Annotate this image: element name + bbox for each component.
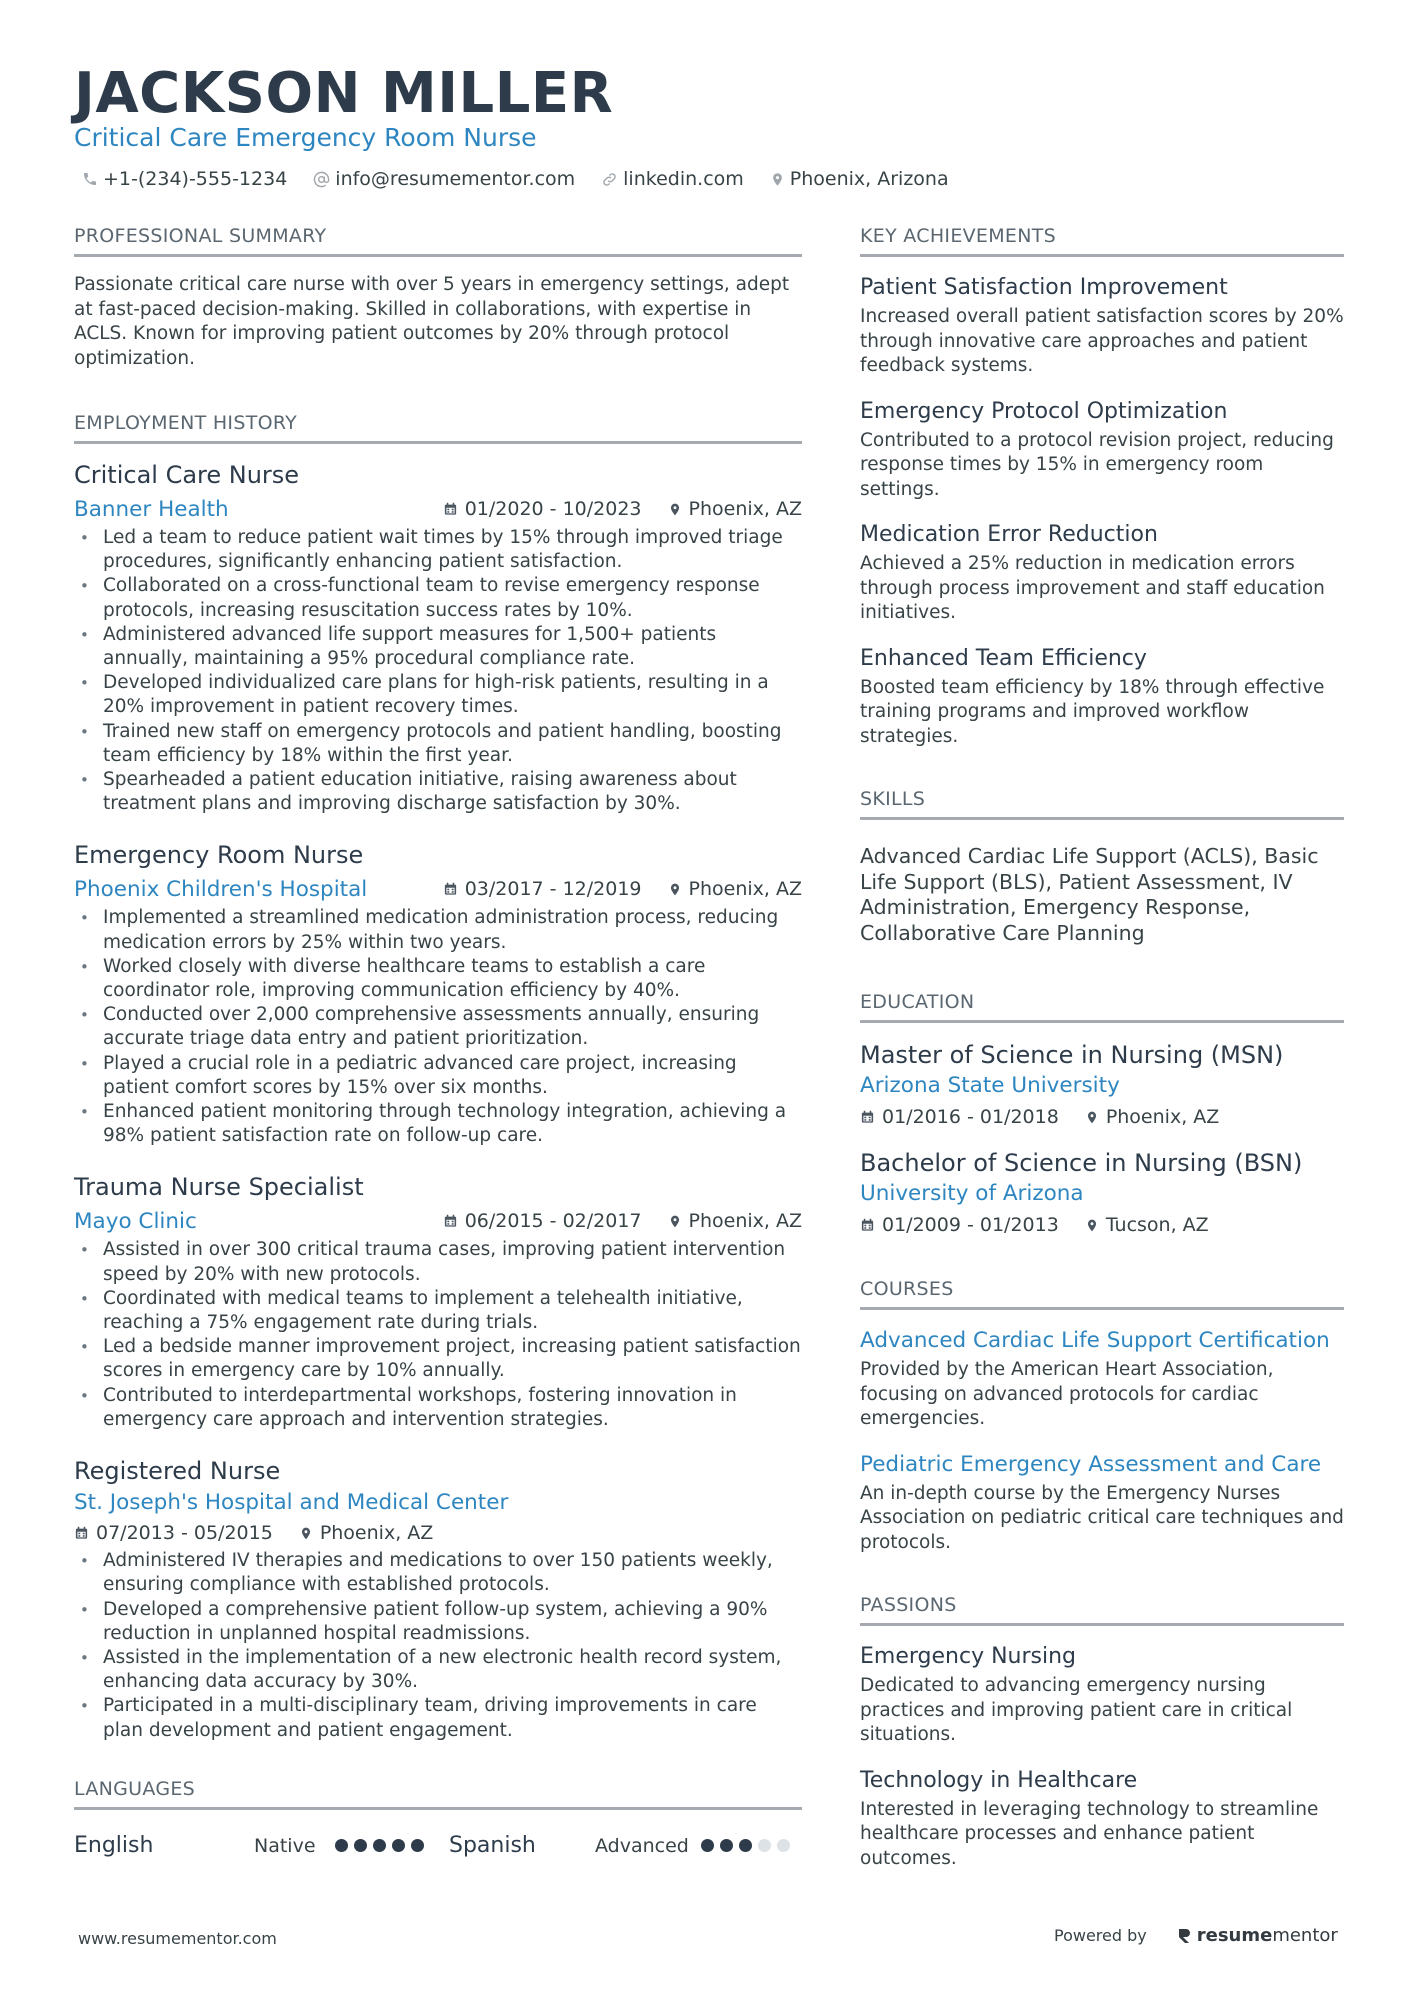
degree-title: Bachelor of Science in Nursing (BSN) [860,1149,1303,1177]
list-item: • Collaborated on a cross-functional team to revise emergency response protocols, increasing resuscitation success rates by 10%. [74,574,802,622]
calendar-icon [443,1213,458,1229]
job-entry [74,460,802,816]
rating-dot-filled [392,1839,405,1852]
education-location: Tucson, AZ [1105,1214,1209,1236]
rating-dot-filled [411,1839,424,1852]
job-title-headline: Critical Care Emergency Room Nurse [74,123,537,152]
list-item: • Conducted over 2,000 comprehensive assessments annually, ensuring accurate triage data entry and patient prioritization. [74,1003,802,1051]
section-heading-education: EDUCATION [860,990,1344,1023]
footer-powered-by [1054,1925,1338,1946]
achievement-desc: Achieved a 25% reduction in medication errors through process improvement and staff education initiatives. [860,553,1325,623]
achievement-item [860,644,1344,750]
achievement-title: Medication Error Reduction [860,522,1158,547]
passion-desc: Dedicated to advancing emergency nursing practices and improving patient care in critical situations. [860,1675,1293,1745]
job-dates: 06/2015 - 02/2017 [464,1210,642,1233]
brand-rest: mentor [1272,1925,1338,1946]
course-item [860,1326,1344,1432]
passion-desc: Interested in leveraging technology to streamline healthcare processes and enhance patient outcomes. [860,1798,1319,1869]
language-name: English [74,1833,154,1859]
course-title: Advanced Cardiac Life Support Certification [860,1328,1330,1353]
section-heading-employment: EMPLOYMENT HISTORY [74,411,802,444]
job-bullets [74,1549,802,1743]
contact-location [770,168,949,190]
job-location: Phoenix, AZ [688,878,802,901]
passion-title: Emergency Nursing [860,1644,1077,1669]
phone-text: +1-(234)-555-1234 [103,168,288,190]
list-item: • Assisted in over 300 critical trauma cases, improving patient intervention speed by 20% with new protocols. [74,1238,802,1286]
rating-dot-filled [701,1839,714,1852]
rating-dot-filled [720,1839,733,1852]
achievement-title: Emergency Protocol Optimization [860,398,1228,424]
contact-email[interactable] [313,168,575,190]
calendar-icon [443,501,458,517]
job-bullets [74,526,802,816]
list-item: • Led a bedside manner improvement project, increasing patient satisfaction scores in emergency care by 10% annually. [74,1335,802,1383]
map-pin-icon [668,881,682,898]
left-column [74,224,802,1866]
job-entry [74,840,802,1148]
language-rating [695,1839,790,1852]
section-heading-passions: PASSIONS [860,1593,1344,1626]
list-item: • Trained new staff on emergency protocols and patient handling, boosting team efficiency by 18% within the first year. [74,720,802,768]
company-name: Mayo Clinic [74,1208,197,1234]
brand-bold: resume [1196,1925,1273,1946]
website-text: linkedin.com [623,168,744,190]
achievement-title: Patient Satisfaction Improvement [860,275,1228,300]
at-icon [313,171,330,188]
job-title: Registered Nurse [74,1457,281,1486]
calendar-icon [860,1217,875,1233]
education-item [860,1147,1344,1239]
job-dates: 07/2013 - 05/2015 [96,1522,273,1545]
course-item [860,1450,1344,1556]
language-level: Native [254,1834,316,1857]
list-item: • Worked closely with diverse healthcare teams to establish a care coordinator role, improving communication efficiency by 40%. [74,955,802,1003]
list-item: • Led a team to reduce patient wait times by 15% through improved triage procedures, significantly enhancing patient satisfaction. [74,526,802,574]
passion-title: Technology in Healthcare [860,1767,1138,1793]
list-item: • Assisted in the implementation of a new electronic health record system, enhancing data accuracy by 30%. [74,1646,802,1694]
languages-row [74,1826,802,1866]
company-name: St. Joseph's Hospital and Medical Center [74,1490,509,1516]
section-heading-achievements: KEY ACHIEVEMENTS [860,224,1344,257]
job-title: Trauma Nurse Specialist [74,1173,364,1202]
list-item: • Coordinated with medical teams to implement a telehealth initiative, reaching a 75% engagement rate during trials. [74,1287,802,1335]
map-pin-icon [1085,1109,1099,1126]
language-name: Spanish [449,1833,536,1859]
footer-website[interactable]: www.resumementor.com [78,1929,277,1948]
list-item: • Participated in a multi-disciplinary team, driving improvements in care plan development and patient engagement. [74,1694,802,1742]
rating-dot-filled [335,1839,348,1852]
course-title: Pediatric Emergency Assessment and Care [860,1451,1322,1477]
education-dates: 01/2016 - 01/2018 [882,1106,1059,1128]
section-heading-summary: PROFESSIONAL SUMMARY [74,224,802,257]
resumementor-logo-icon [1177,1927,1193,1945]
rating-dot-filled [739,1839,752,1852]
job-dates: 03/2017 - 12/2019 [464,878,642,901]
passion-item [860,1766,1344,1872]
right-column [860,224,1344,1889]
company-name: Phoenix Children's Hospital [74,876,368,902]
job-title: Emergency Room Nurse [74,841,364,870]
achievement-desc: Boosted team efficiency by 18% through effective training programs and improved workflow strategies. [860,676,1325,747]
job-entry [74,1172,802,1432]
section-heading-courses: COURSES [860,1277,1344,1310]
education-item [860,1039,1344,1131]
language-rating [329,1839,449,1852]
job-location: Phoenix, AZ [688,1210,802,1233]
calendar-icon [443,881,458,897]
map-pin-icon [668,501,682,518]
achievement-item [860,397,1344,503]
course-desc: Provided by the American Heart Association, focusing on advanced protocols for cardiac emergencies. [860,1359,1274,1429]
list-item: • Developed a comprehensive patient follow-up system, achieving a 90% reduction in unplanned hospital readmissions. [74,1598,802,1646]
passion-item [860,1642,1344,1748]
link-icon [601,171,618,188]
achievement-item [860,273,1344,379]
language-level: Advanced [595,1834,689,1857]
list-item: • Contributed to interdepartmental workshops, fostering innovation in emergency care approach and intervention strategies. [74,1384,802,1432]
degree-title: Master of Science in Nursing (MSN) [860,1041,1284,1069]
list-item: • Spearheaded a patient education initiative, raising awareness about treatment plans and improving discharge satisfaction by 30%. [74,768,802,816]
company-name: Banner Health [74,496,229,522]
job-location: Phoenix, AZ [688,498,802,520]
achievement-title: Enhanced Team Efficiency [860,645,1147,671]
rating-dot-filled [354,1839,367,1852]
list-item: • Administered advanced life support measures for 1,500+ patients annually, maintaining a 95% procedural compliance rate. [74,623,802,671]
school-name: University of Arizona [860,1181,1084,1206]
education-dates: 01/2009 - 01/2013 [882,1214,1059,1236]
brand-logo[interactable] [1177,1925,1338,1946]
rating-dot-empty [777,1839,790,1852]
achievement-item [860,520,1344,626]
achievement-desc: Contributed to a protocol revision project, reducing response times by 15% in emergency room settings. [860,429,1334,500]
job-bullets [74,906,802,1148]
job-dates: 01/2020 - 10/2023 [464,498,642,520]
summary-text: Passionate critical care nurse with over 5 years in emergency settings, adept at fast-paced decision-making. Skilled in collaborations, with expertise in ACLS. Known for improving patient outcomes by 20% through protocol optimization. [74,274,790,369]
map-pin-icon [299,1525,313,1542]
rating-dot-filled [373,1839,386,1852]
contact-website[interactable] [601,168,744,190]
school-name: Arizona State University [860,1073,1120,1098]
powered-by-label: Powered by [1054,1926,1147,1945]
education-location: Phoenix, AZ [1105,1106,1220,1128]
map-pin-icon [1085,1217,1099,1234]
list-item: • Developed individualized care plans for high-risk patients, resulting in a 20% improvement in patient recovery times. [74,671,802,719]
job-location: Phoenix, AZ [319,1522,434,1545]
map-pin-icon [770,171,785,188]
email-text: info@resumementor.com [335,168,576,190]
achievement-desc: Increased overall patient satisfaction scores by 20% through innovative care approaches and patient feedback systems. [860,306,1344,376]
job-bullets [74,1238,802,1432]
section-heading-skills: SKILLS [860,787,1344,820]
job-title: Critical Care Nurse [74,461,300,489]
job-entry [74,1456,802,1743]
calendar-icon [860,1109,875,1125]
contact-phone[interactable] [82,168,287,190]
calendar-icon [74,1525,89,1541]
rating-dot-empty [758,1839,771,1852]
map-pin-icon [668,1213,682,1230]
candidate-name: JACKSON MILLER [74,61,614,126]
phone-icon [82,171,98,187]
list-item: • Administered IV therapies and medications to over 150 patients weekly, ensuring compliance with established protocols. [74,1549,802,1597]
course-desc: An in-depth course by the Emergency Nurses Association on pediatric critical care techniques and protocols. [860,1482,1344,1553]
list-item: • Enhanced patient monitoring through technology integration, achieving a 98% patient satisfaction rate on follow-up care. [74,1100,802,1148]
location-text: Phoenix, Arizona [789,168,949,190]
skills-text: Advanced Cardiac Life Support (ACLS), Basic Life Support (BLS), Patient Assessment, IV Administration, Emergency Response, Collaborative Care Planning [860,844,1319,945]
list-item: • Played a crucial role in a pediatric advanced care project, increasing patient comfort scores by 15% over six months. [74,1052,802,1100]
list-item: • Implemented a streamlined medication administration process, reducing medication errors by 25% within two years. [74,906,802,954]
section-heading-languages: LANGUAGES [74,1777,802,1810]
contact-bar [82,168,975,190]
